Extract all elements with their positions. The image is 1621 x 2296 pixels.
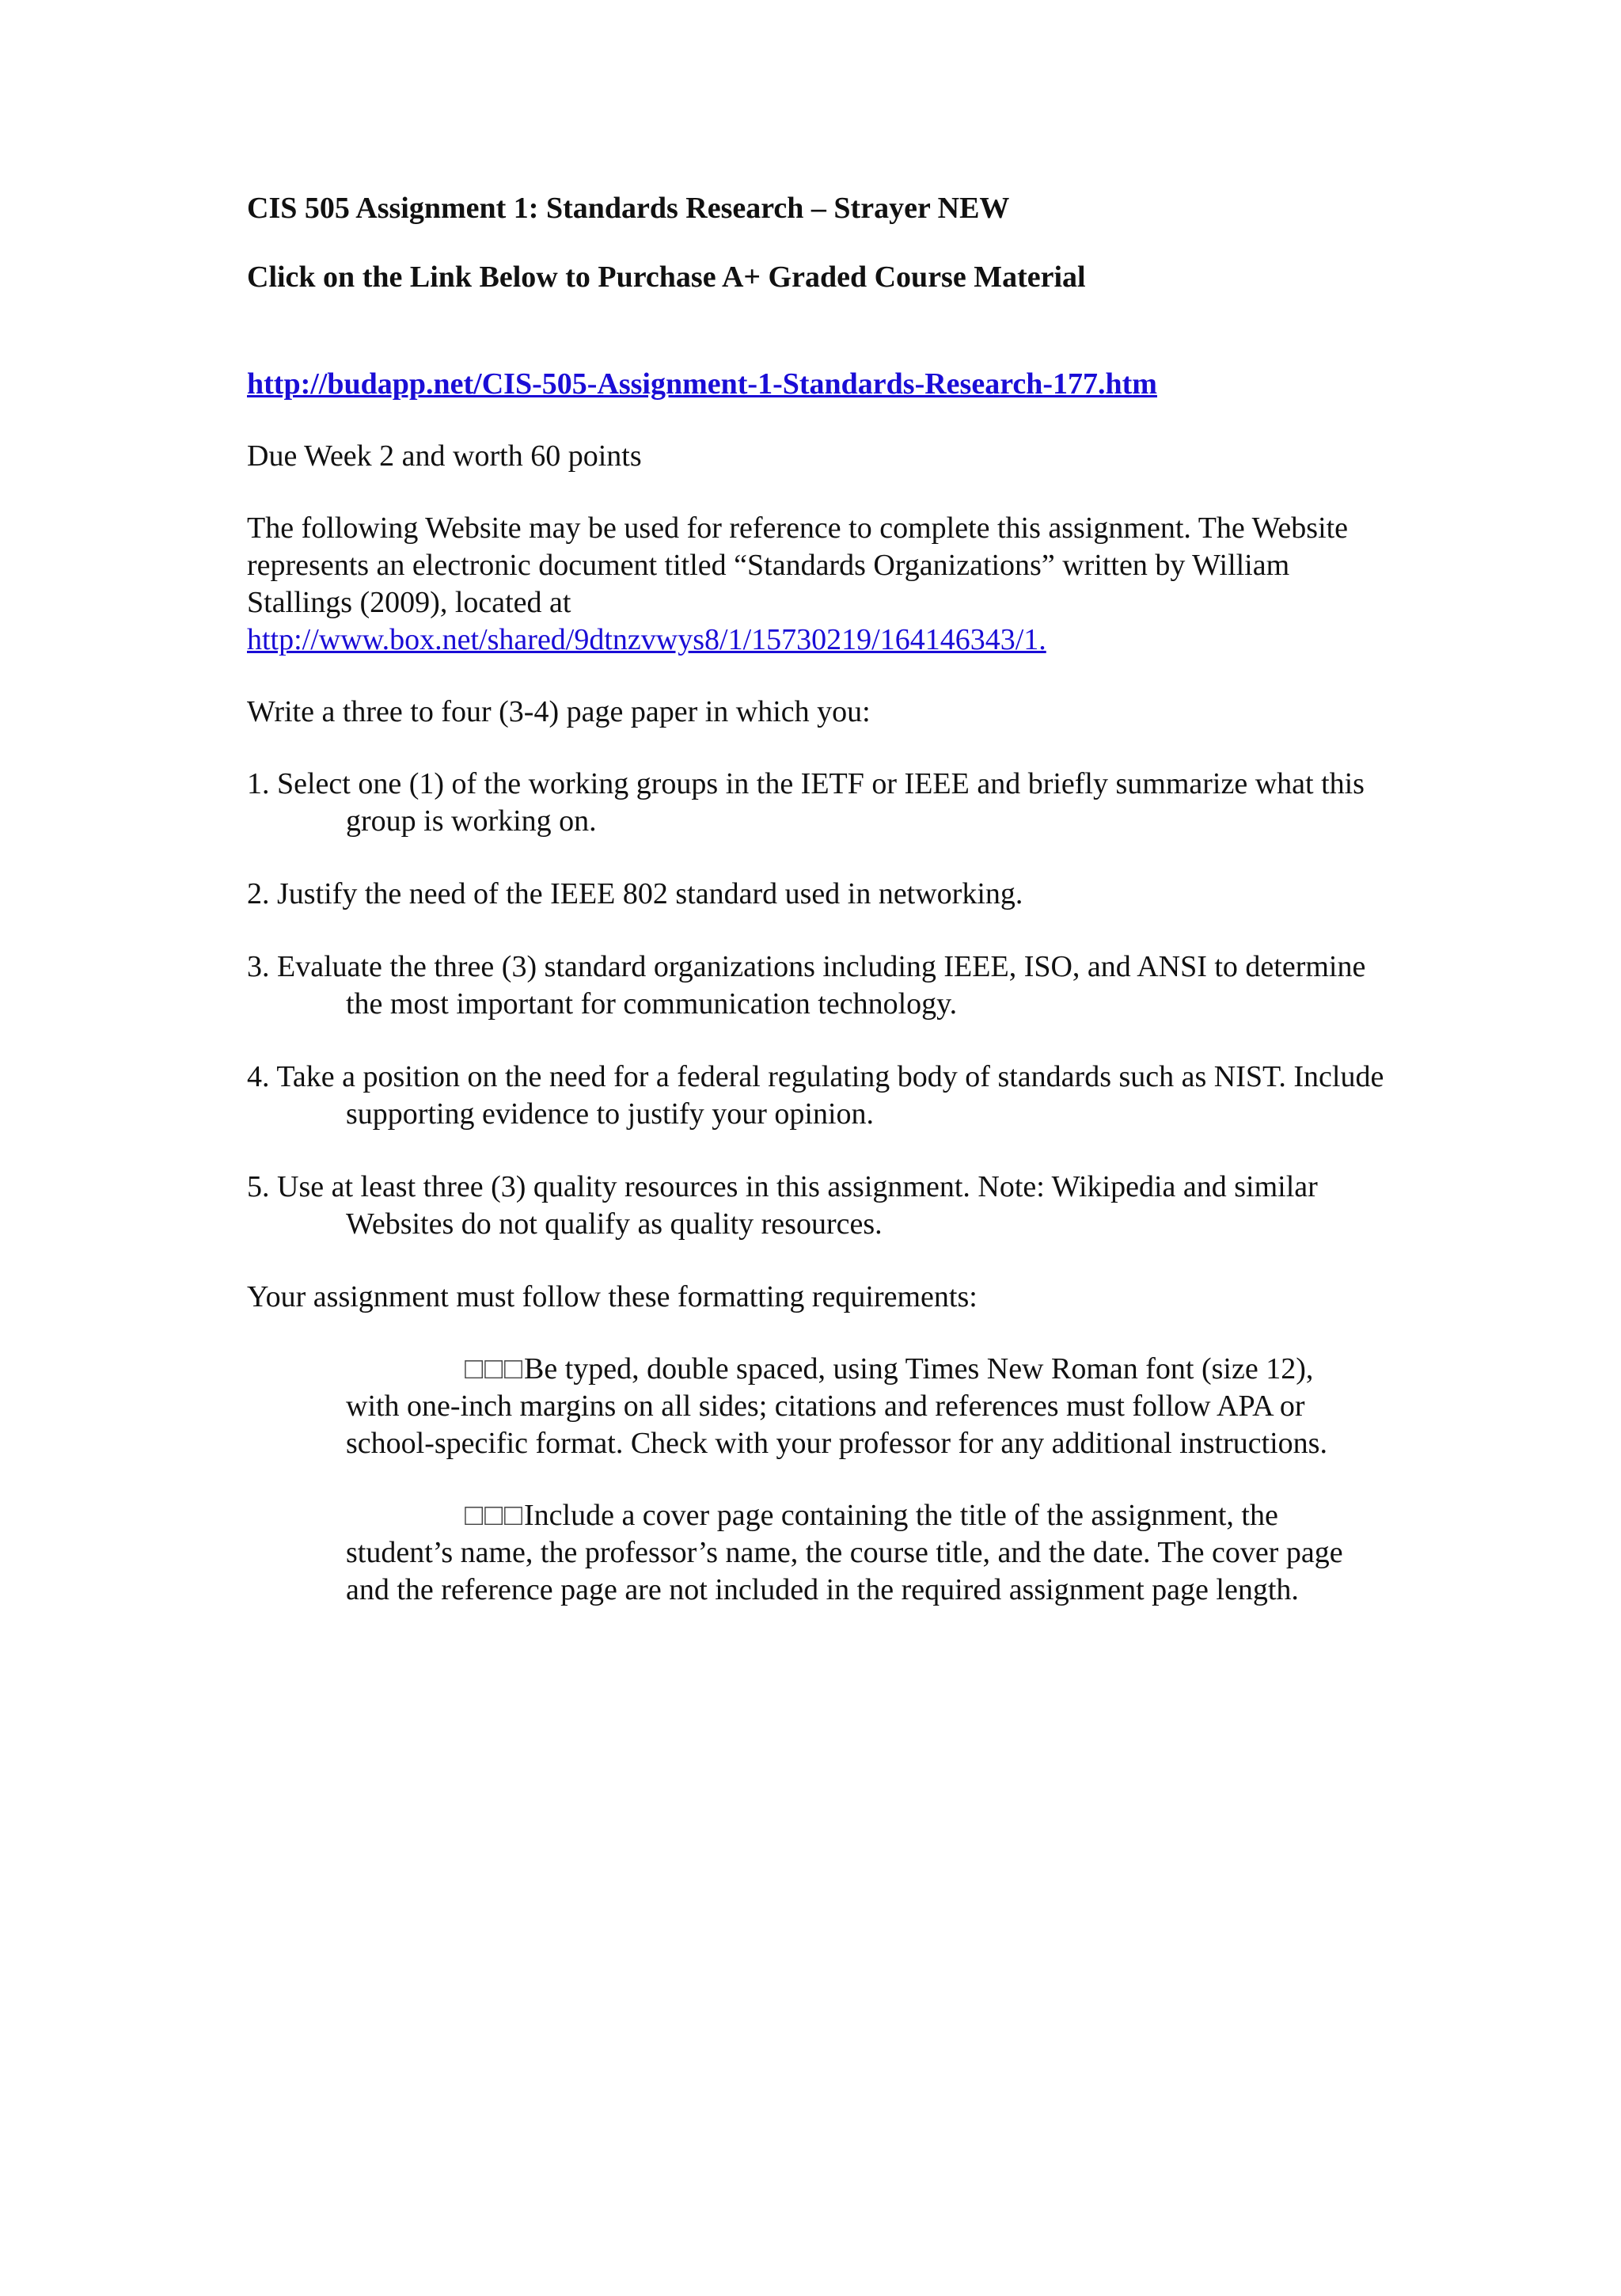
reference-paragraph xyxy=(247,510,1387,659)
task-text: Select one (1) of the working groups in the IETF or IEEE and briefly summarize what this group is working on. xyxy=(277,767,1365,838)
formatting-requirement xyxy=(346,1351,1367,1462)
task-text: Evaluate the three (3) standard organizations including IEEE, ISO, and ANSI to determine the most important for communication technology. xyxy=(277,950,1366,1021)
paper-instruction: Write a three to four (3-4) page paper in which you: xyxy=(247,695,871,728)
purchase-link[interactable]: http://budapp.net/CIS-505-Assignment-1-Standards-Research-177.htm xyxy=(247,367,1157,401)
reference-intro-text: The following Website may be used for reference to complete this assignment. The Website represents an electronic document titled “Standards Organizations” written by William Stallings (2009), located at xyxy=(247,511,1349,619)
purchase-instruction: Click on the Link Below to Purchase A+ Graded Course Material xyxy=(247,260,1086,294)
document-title: CIS 505 Assignment 1: Standards Research – Strayer NEW xyxy=(247,192,1010,225)
due-date-text: Due Week 2 and worth 60 points xyxy=(247,439,642,473)
document-page xyxy=(247,190,1387,1644)
formatting-heading: Your assignment must follow these formatting requirements: xyxy=(247,1280,978,1313)
task-text: Justify the need of the IEEE 802 standard used in networking. xyxy=(277,877,1023,910)
task-number: 2. xyxy=(247,877,270,910)
bullet-glyph: □□□ xyxy=(465,1499,524,1532)
task-number: 4. xyxy=(247,1060,270,1093)
task-number: 3. xyxy=(247,950,270,983)
task-item xyxy=(247,948,1387,1023)
task-list xyxy=(247,766,1387,1243)
task-number: 1. xyxy=(247,767,270,800)
task-number: 5. xyxy=(247,1170,270,1203)
requirement-text: Be typed, double spaced, using Times New Roman font (size 12), with one-inch margins on all sides; citations and references must follow APA or school-specific format. Check with your professor for any additional instructions. xyxy=(346,1352,1327,1460)
task-text: Take a position on the need for a federal regulating body of standards such as NIST. Include supporting evidence to justify your opinion. xyxy=(276,1060,1384,1131)
task-text: Use at least three (3) quality resources in this assignment. Note: Wikipedia and similar Websites do not qualify as quality resources. xyxy=(277,1170,1318,1241)
bullet-glyph: □□□ xyxy=(465,1352,524,1386)
task-item xyxy=(247,1169,1387,1243)
task-item xyxy=(247,876,1387,913)
reference-link[interactable]: http://www.box.net/shared/9dtnzvwys8/1/15730219/164146343/1. xyxy=(247,623,1046,656)
formatting-requirement xyxy=(346,1497,1367,1609)
task-item xyxy=(247,1059,1387,1133)
requirement-text: Include a cover page containing the title of the assignment, the student’s name, the professor’s name, the course title, and the date. The cover page and the reference page are not included in the required assignment page length. xyxy=(346,1499,1343,1606)
task-item xyxy=(247,766,1387,840)
